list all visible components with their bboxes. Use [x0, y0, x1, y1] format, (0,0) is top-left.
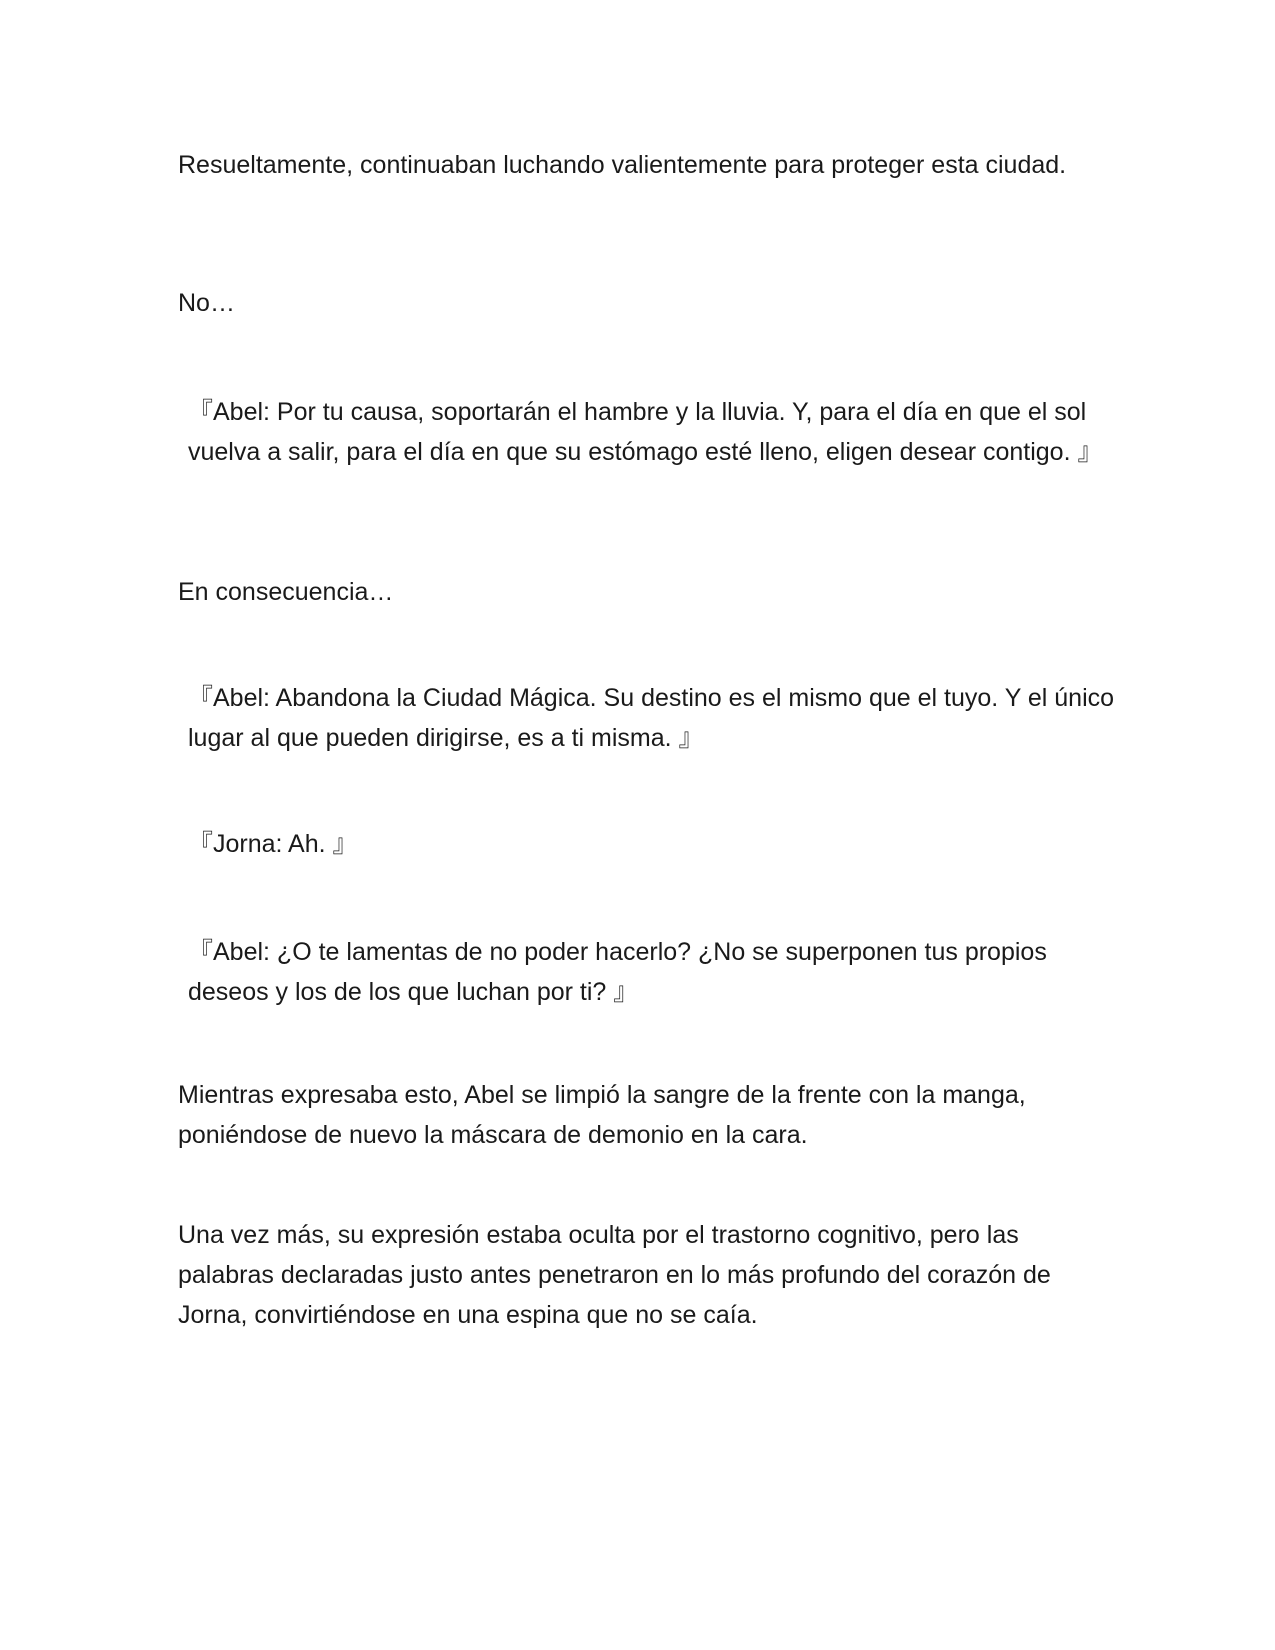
dialogue-abel-3: 『Abel: ¿O te lamentas de no poder hacerlo? ¿No se superponen tus propios deseos y los de los que luchan por ti? 』: [188, 938, 1047, 1006]
dialogue-jorna: 『Jorna: Ah. 』: [188, 830, 358, 858]
paragraph-mientras: Mientras expresaba esto, Abel se limpió la sangre de la frente con la manga, poniéndose de nuevo la máscara de demonio en la cara.: [178, 1081, 1026, 1149]
dialogue-abel-1: 『Abel: Por tu causa, soportarán el hambre y la lluvia. Y, para el día en que el sol vuelva a salir, para el día en que su estómago esté lleno, eligen desear contigo. 』: [188, 398, 1103, 466]
paragraph-no: No…: [178, 289, 235, 317]
dialogue-abel-2: 『Abel: Abandona la Ciudad Mágica. Su destino es el mismo que el tuyo. Y el único lugar al que pueden dirigirse, es a ti misma. 』: [188, 684, 1115, 752]
paragraph-una-vez-mas: Una vez más, su expresión estaba oculta por el trastorno cognitivo, pero las palabras declaradas justo antes penetraron en lo más profundo del corazón de Jorna, convirtiéndose en una espina que no se caía.: [178, 1221, 1051, 1329]
paragraph-resueltamente: Resueltamente, continuaban luchando valientemente para proteger esta ciudad.: [178, 151, 1067, 179]
paragraph-en-consecuencia: En consecuencia…: [178, 578, 394, 606]
